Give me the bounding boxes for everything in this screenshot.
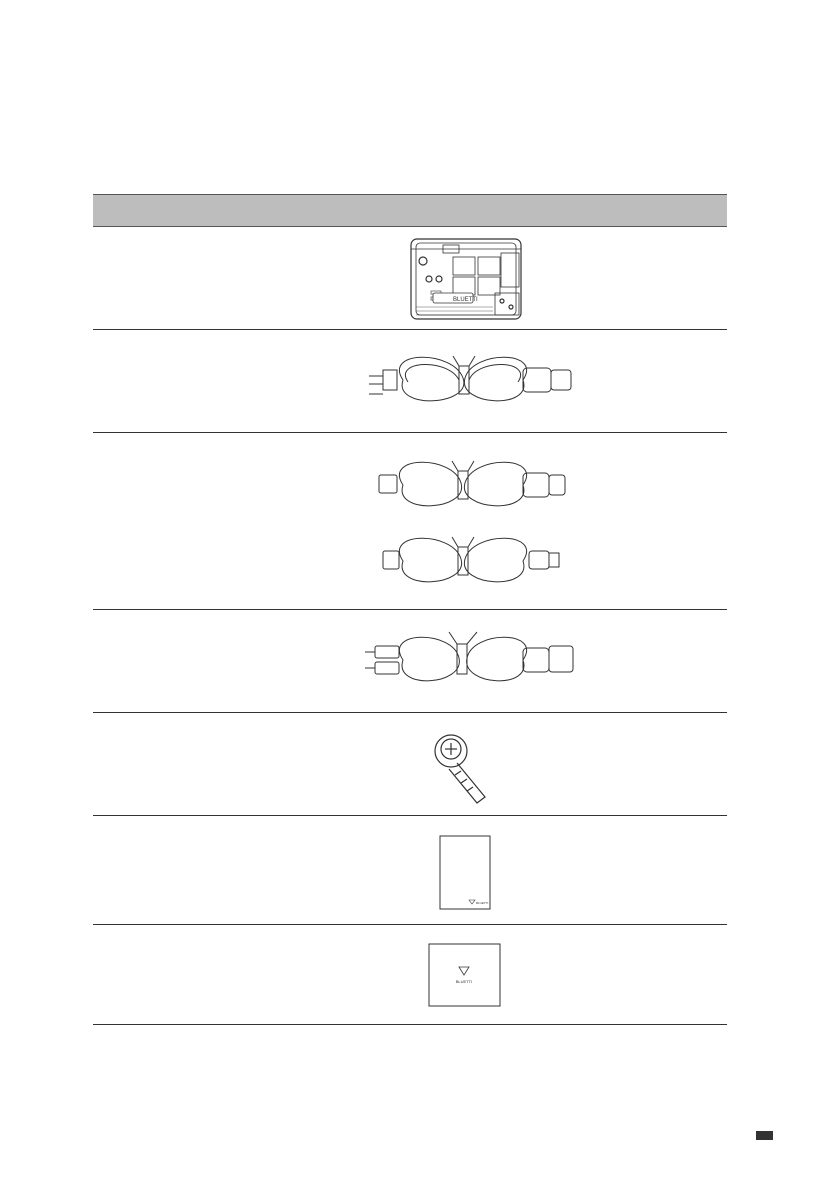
power-station-icon xyxy=(93,227,727,329)
page-number-tab xyxy=(756,1131,773,1140)
manual-icon xyxy=(93,816,727,924)
table-row-power-station xyxy=(93,227,727,330)
table-row-warranty-card xyxy=(93,925,727,1025)
table-row-solar-cable xyxy=(93,610,727,713)
dc-cable-icon xyxy=(93,433,727,609)
brand-text: BLUETTI xyxy=(455,979,473,984)
table-row-screw xyxy=(93,713,727,816)
table-row-dc-cables xyxy=(93,433,727,610)
screw-icon xyxy=(93,713,727,815)
table-row-user-manual xyxy=(93,816,727,925)
brand-text: BLUETTI xyxy=(476,901,489,905)
card-icon xyxy=(93,925,727,1024)
solar-cable-icon xyxy=(93,610,727,712)
table-header xyxy=(93,194,727,227)
package-list-table xyxy=(93,194,727,1025)
table-row-ac-charging-cable xyxy=(93,330,727,433)
brand-text: BLUETTI xyxy=(453,297,478,303)
ac-cable-icon xyxy=(93,330,727,432)
